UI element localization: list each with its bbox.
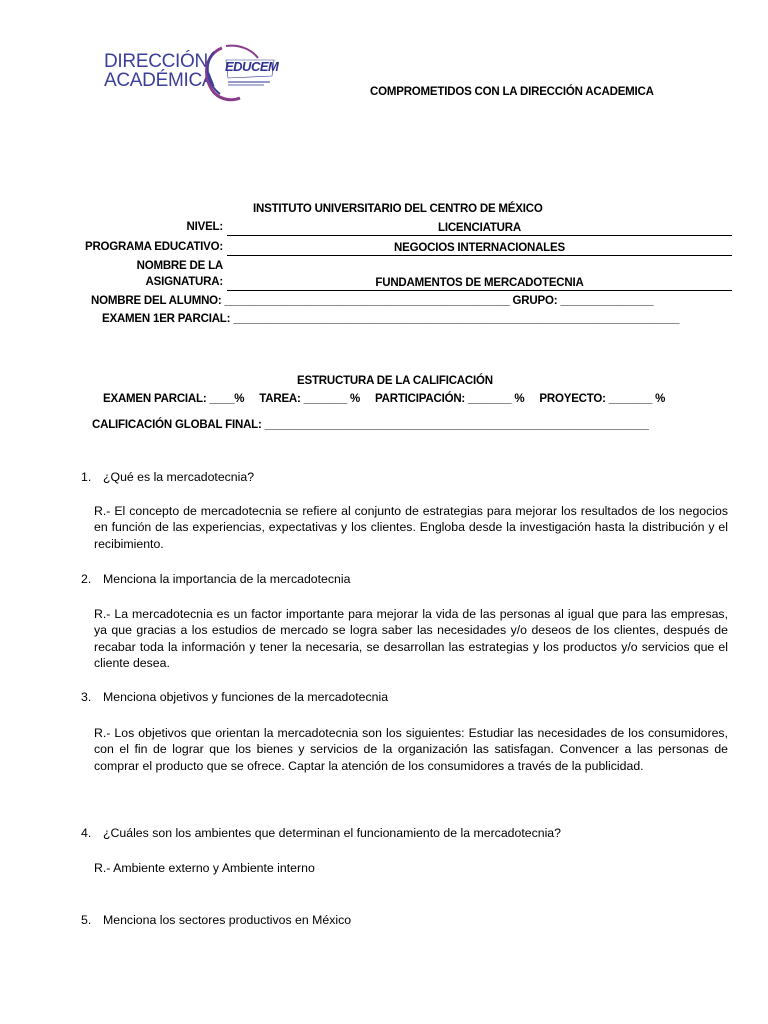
answer-2: R.- La mercadotecnia es un factor importante para mejorar la vida de las personas al igual que para las empresas, ya que gracias a los estudios de mercado se logra saber las necesidades y/o deseos de los clientes, después de recabar toda la información y tener la necesaria, se desarrollan las estrategias y los productos y/o servicios que el cliente desea. [94, 607, 728, 670]
question-text: ¿Cuáles son los ambientes que determinan el funcionamiento de la mercadotecnia? [103, 826, 561, 840]
nivel-value: LICENCIATURA [227, 221, 732, 236]
question-text: Menciona objetivos y funciones de la mercadotecnia [103, 690, 389, 704]
examen-line: EXAMEN 1ER PARCIAL: ________________________________________________________________________ [102, 313, 680, 325]
question-text: Menciona la importancia de la mercadotecnia [103, 572, 351, 586]
question-4 [81, 826, 561, 840]
question-number: 1. [81, 470, 92, 484]
alumno-line: NOMBRE DEL ALUMNO: ______________________________________________ GRUPO: _______________ [91, 295, 654, 307]
asignatura-label-1: NOMBRE DE LA [136, 260, 223, 272]
question-number: 5. [81, 913, 92, 927]
answer-3: R.- Los objetivos que orientan la mercadotecnia son los siguientes: Estudiar las necesidades de los consumidores, con el fin de lograr que los bienes y servicios de la organización las satisfagan. Convencer a las personas de comprar el producto que se ofrece. Captar la atención de los consumidores a través de la publicidad. [94, 726, 728, 773]
question-number: 4. [81, 826, 92, 840]
logo-text [104, 52, 214, 90]
grading-title: ESTRUCTURA DE LA CALIFICACIÓN [297, 375, 493, 387]
answer-4: R.- Ambiente externo y Ambiente interno [94, 861, 315, 875]
logo-line-1: DIRECCIÓN [104, 51, 208, 72]
institution-name: INSTITUTO UNIVERSITARIO DEL CENTRO DE MÉXICO [253, 203, 543, 215]
question-5 [81, 913, 351, 927]
question-number: 3. [81, 690, 92, 704]
question-2 [81, 572, 350, 586]
programa-label: PROGRAMA EDUCATIVO: [84, 241, 223, 253]
institution-logo [104, 44, 284, 106]
answer-1: R.- El concepto de mercadotecnia se refiere al conjunto de estrategias para mejorar los resultados de los negocios en función de las experiencias, expectativas y los clientes. Engloba desde la investigación hasta la distribución y el recibimiento. [94, 504, 728, 551]
question-text: ¿Qué es la mercadotecnia? [103, 470, 255, 484]
logo-brand: EDUCEM [225, 59, 279, 74]
question-text: Menciona los sectores productivos en México [103, 913, 352, 927]
question-1 [81, 470, 254, 484]
logo-line-2: ACADÉMICA [104, 70, 215, 91]
header-motto: COMPROMETIDOS CON LA DIRECCIÓN ACADEMICA [370, 86, 654, 98]
grading-final: CALIFICACIÓN GLOBAL FINAL: ______________________________________________________________ [92, 419, 649, 431]
grading-components: EXAMEN PARCIAL: ____% TAREA: _______ % PARTICIPACIÓN: _______ % PROYECTO: _______ % [103, 393, 666, 405]
question-number: 2. [81, 572, 92, 586]
programa-value: NEGOCIOS INTERNACIONALES [227, 241, 732, 256]
nivel-label: NIVEL: [186, 221, 223, 233]
asignatura-label-2: ASIGNATURA: [145, 276, 223, 288]
question-3 [81, 690, 388, 704]
asignatura-value: FUNDAMENTOS DE MERCADOTECNIA [227, 276, 732, 291]
